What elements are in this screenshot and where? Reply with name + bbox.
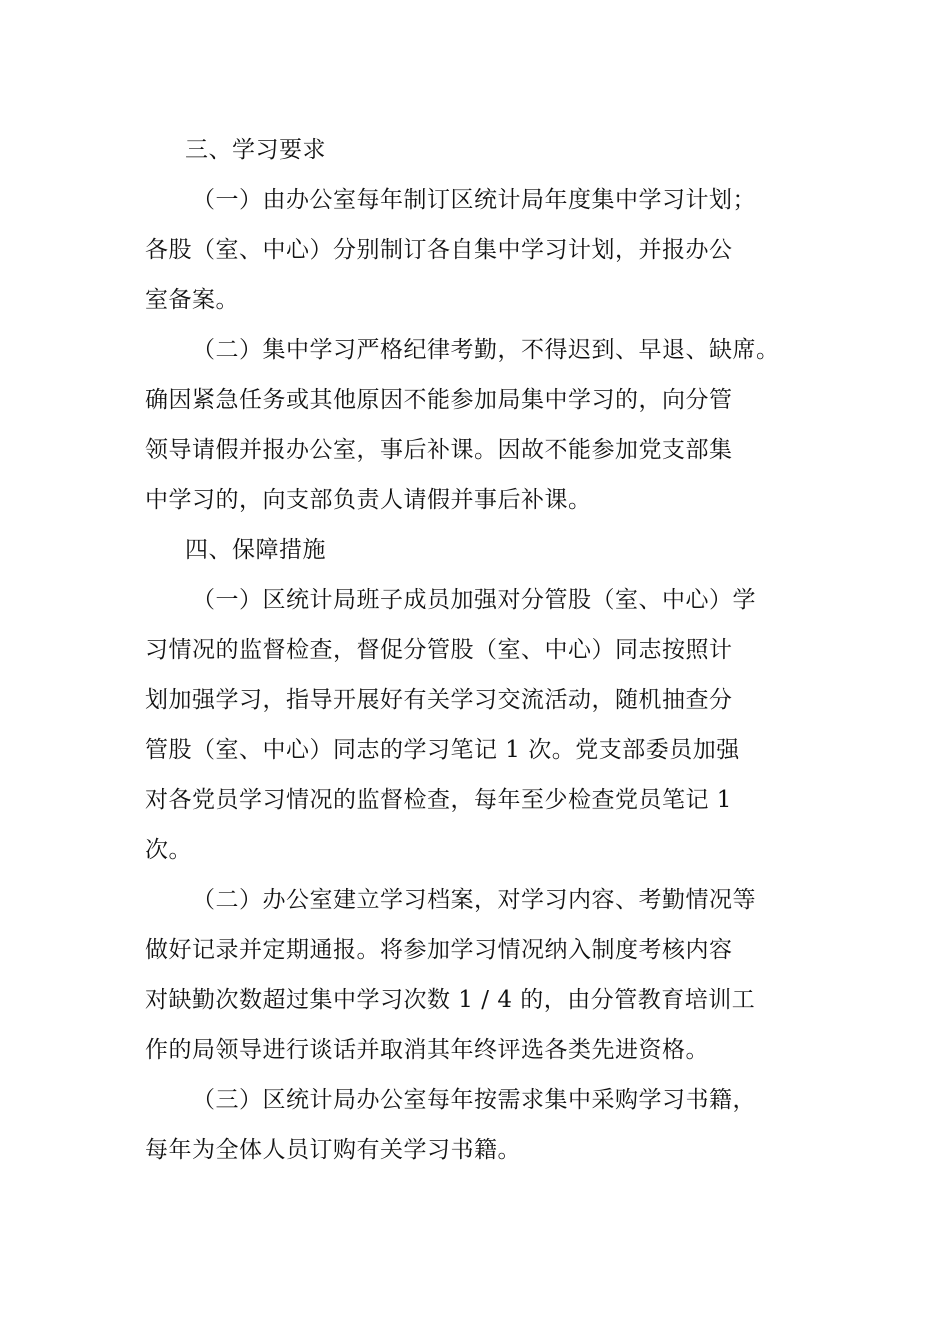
paragraph-line: （三）区统计局办公室每年按需求集中采购学习书籍， [192, 1087, 756, 1113]
paragraph-line: （一）区统计局班子成员加强对分管股（室、中心）学 [192, 587, 756, 613]
paragraph-line: （一）由办公室每年制订区统计局年度集中学习计划； [192, 187, 756, 213]
paragraph-line: 对缺勤次数超过集中学习次数 1 / 4 的，由分管教育培训工 [145, 987, 756, 1013]
paragraph-line: 各股（室、中心）分别制订各自集中学习计划，并报办公 [145, 237, 733, 263]
section-heading-requirements: 三、学习要求 [185, 137, 326, 163]
paragraph-line: 领导请假并报办公室，事后补课。因故不能参加党支部集 [145, 437, 733, 463]
paragraph-line: 确因紧急任务或其他原因不能参加局集中学习的，向分管 [145, 387, 733, 413]
paragraph-line: 室备案。 [145, 287, 239, 313]
paragraph-line: 次。 [145, 837, 192, 863]
paragraph-line: 管股（室、中心）同志的学习笔记 1 次。党支部委员加强 [145, 737, 740, 763]
paragraph-line: 划加强学习，指导开展好有关学习交流活动，随机抽查分 [145, 687, 733, 713]
section-heading-safeguards: 四、保障措施 [185, 537, 326, 563]
paragraph-line: 作的局领导进行谈话并取消其年终评选各类先进资格。 [145, 1037, 709, 1063]
paragraph-line: 每年为全体人员订购有关学习书籍。 [145, 1137, 521, 1163]
paragraph-line: 做好记录并定期通报。将参加学习情况纳入制度考核内容 [145, 937, 733, 963]
paragraph-line: 中学习的，向支部负责人请假并事后补课。 [145, 487, 592, 513]
paragraph-line: 对各党员学习情况的监督检查，每年至少检查党员笔记 1 [145, 787, 732, 813]
paragraph-line: （二）集中学习严格纪律考勤，不得迟到、早退、缺席。 [192, 337, 780, 363]
paragraph-line: （二）办公室建立学习档案，对学习内容、考勤情况等 [192, 887, 756, 913]
paragraph-line: 习情况的监督检查，督促分管股（室、中心）同志按照计 [145, 637, 733, 663]
